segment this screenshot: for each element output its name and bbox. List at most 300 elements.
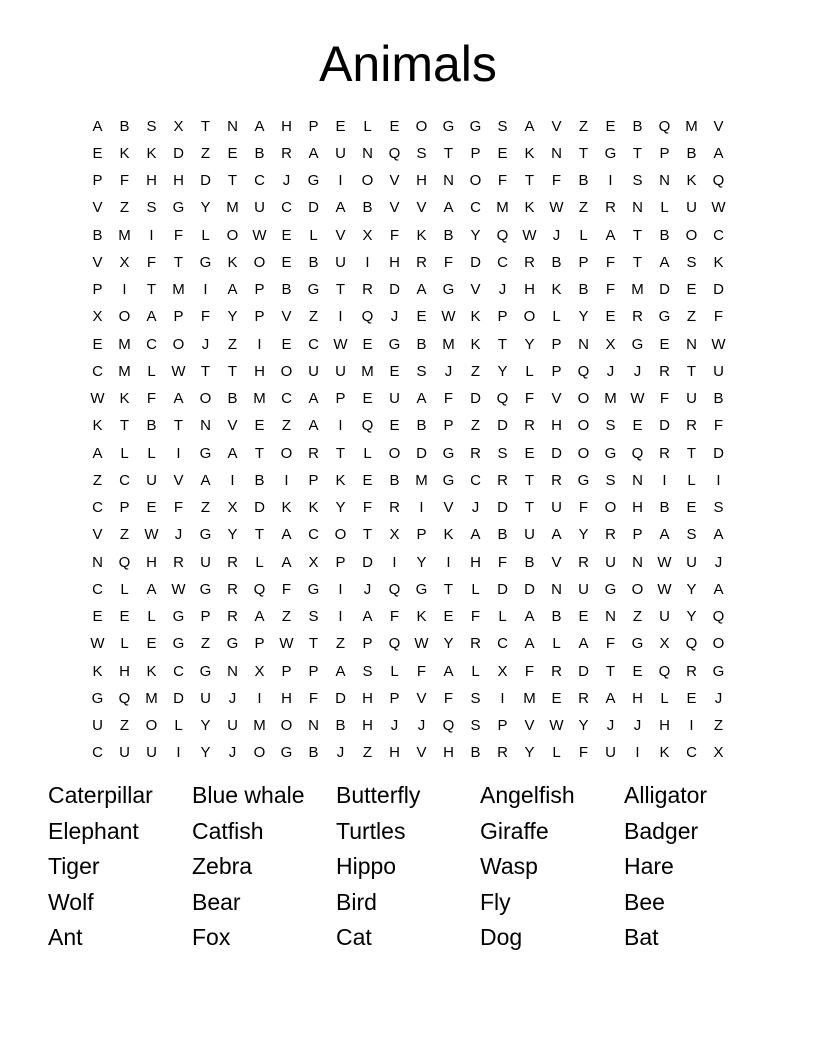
grid-letter[interactable]: W	[144, 526, 159, 544]
grid-letter[interactable]: X	[362, 226, 373, 244]
grid-letter[interactable]: T	[119, 417, 130, 435]
grid-letter[interactable]: Q	[712, 172, 725, 190]
grid-letter[interactable]: Q	[577, 362, 590, 380]
grid-letter[interactable]: U	[686, 553, 697, 571]
grid-letter[interactable]: F	[578, 499, 589, 517]
grid-letter[interactable]: T	[524, 499, 535, 517]
grid-letter[interactable]: Y	[443, 635, 454, 653]
grid-letter[interactable]: P	[659, 144, 670, 162]
grid-letter[interactable]: D	[416, 444, 427, 462]
grid-letter[interactable]: E	[551, 689, 562, 707]
grid-letter[interactable]: N	[227, 662, 238, 680]
grid-letter[interactable]: Y	[578, 526, 589, 544]
grid-letter[interactable]: F	[389, 226, 400, 244]
grid-letter[interactable]: J	[552, 226, 561, 244]
grid-letter[interactable]: A	[362, 608, 373, 626]
grid-letter[interactable]: B	[119, 117, 130, 135]
grid-letter[interactable]: F	[605, 253, 616, 271]
grid-letter[interactable]: E	[92, 608, 103, 626]
grid-letter[interactable]: J	[714, 553, 723, 571]
grid-letter[interactable]: S	[497, 444, 508, 462]
grid-letter[interactable]: V	[470, 281, 481, 299]
grid-letter[interactable]: W	[630, 390, 645, 408]
grid-letter[interactable]: L	[660, 199, 669, 217]
grid-letter[interactable]: I	[662, 471, 667, 489]
grid-letter[interactable]: K	[524, 144, 535, 162]
grid-letter[interactable]: M	[523, 689, 536, 707]
grid-letter[interactable]: F	[578, 744, 589, 762]
grid-letter[interactable]: I	[257, 689, 262, 707]
grid-letter[interactable]: A	[92, 117, 103, 135]
grid-letter[interactable]: A	[524, 608, 535, 626]
grid-letter[interactable]: U	[659, 608, 670, 626]
grid-letter[interactable]: O	[388, 444, 401, 462]
grid-letter[interactable]: A	[146, 580, 157, 598]
grid-letter[interactable]: Z	[119, 199, 130, 217]
grid-letter[interactable]: W	[252, 226, 267, 244]
grid-letter[interactable]: E	[389, 417, 400, 435]
grid-letter[interactable]: U	[308, 362, 319, 380]
grid-letter[interactable]: H	[632, 499, 643, 517]
grid-letter[interactable]: R	[632, 308, 643, 326]
grid-letter[interactable]: C	[92, 580, 103, 598]
grid-letter[interactable]: R	[578, 689, 589, 707]
grid-letter[interactable]: T	[443, 144, 454, 162]
grid-letter[interactable]: E	[281, 226, 292, 244]
grid-letter[interactable]: H	[416, 172, 427, 190]
grid-letter[interactable]: J	[228, 689, 237, 707]
grid-letter[interactable]: I	[176, 744, 181, 762]
grid-letter[interactable]: D	[524, 580, 535, 598]
grid-letter[interactable]: E	[686, 689, 697, 707]
grid-letter[interactable]: T	[200, 362, 211, 380]
grid-letter[interactable]: G	[307, 281, 320, 299]
grid-letter[interactable]: O	[685, 226, 698, 244]
grid-letter[interactable]: E	[389, 117, 400, 135]
grid-letter[interactable]: P	[632, 526, 643, 544]
grid-letter[interactable]: N	[632, 553, 643, 571]
grid-letter[interactable]: B	[524, 553, 535, 571]
grid-letter[interactable]: R	[227, 608, 238, 626]
grid-letter[interactable]: I	[446, 553, 451, 571]
grid-letter[interactable]: J	[201, 335, 210, 353]
grid-letter[interactable]: F	[362, 499, 373, 517]
grid-letter[interactable]: O	[253, 253, 266, 271]
grid-letter[interactable]: C	[713, 226, 724, 244]
grid-letter[interactable]: L	[147, 362, 156, 380]
grid-letter[interactable]: H	[146, 553, 157, 571]
grid-letter[interactable]: Z	[713, 717, 724, 735]
grid-letter[interactable]: N	[632, 471, 643, 489]
grid-letter[interactable]: K	[281, 499, 292, 517]
grid-letter[interactable]: E	[119, 608, 130, 626]
grid-letter[interactable]: R	[605, 526, 616, 544]
grid-letter[interactable]: C	[308, 526, 319, 544]
grid-letter[interactable]: I	[608, 172, 613, 190]
grid-letter[interactable]: K	[146, 662, 157, 680]
grid-letter[interactable]: Z	[119, 717, 130, 735]
grid-letter[interactable]: Z	[92, 471, 103, 489]
grid-letter[interactable]: U	[605, 744, 616, 762]
grid-letter[interactable]: A	[416, 281, 427, 299]
grid-letter[interactable]: S	[605, 471, 616, 489]
grid-letter[interactable]: B	[254, 144, 265, 162]
grid-letter[interactable]: L	[309, 226, 318, 244]
grid-letter[interactable]: L	[579, 226, 588, 244]
grid-letter[interactable]: X	[713, 744, 724, 762]
grid-letter[interactable]: Q	[685, 635, 698, 653]
grid-letter[interactable]: D	[200, 172, 211, 190]
grid-letter[interactable]: S	[605, 417, 616, 435]
grid-letter[interactable]: U	[578, 580, 589, 598]
grid-letter[interactable]: J	[498, 281, 507, 299]
grid-letter[interactable]: K	[119, 144, 130, 162]
grid-letter[interactable]: Z	[578, 199, 589, 217]
grid-letter[interactable]: T	[497, 335, 508, 353]
grid-letter[interactable]: V	[416, 689, 427, 707]
grid-letter[interactable]: S	[308, 608, 319, 626]
grid-letter[interactable]: P	[335, 390, 346, 408]
grid-letter[interactable]: N	[605, 608, 616, 626]
grid-letter[interactable]: Y	[524, 335, 535, 353]
grid-letter[interactable]: E	[605, 308, 616, 326]
grid-letter[interactable]: P	[308, 117, 319, 135]
grid-letter[interactable]: O	[280, 444, 293, 462]
grid-letter[interactable]: W	[414, 635, 429, 653]
grid-letter[interactable]: E	[362, 390, 373, 408]
grid-letter[interactable]: M	[685, 117, 698, 135]
grid-letter[interactable]: U	[146, 744, 157, 762]
grid-letter[interactable]: G	[604, 580, 617, 598]
grid-letter[interactable]: F	[443, 390, 454, 408]
grid-letter[interactable]: P	[470, 144, 481, 162]
grid-letter[interactable]: D	[578, 662, 589, 680]
grid-letter[interactable]: Q	[118, 553, 131, 571]
grid-letter[interactable]: Q	[388, 144, 401, 162]
grid-letter[interactable]: N	[659, 172, 670, 190]
grid-letter[interactable]: T	[578, 144, 589, 162]
grid-letter[interactable]: K	[92, 662, 103, 680]
grid-letter[interactable]: X	[605, 335, 616, 353]
grid-letter[interactable]: I	[716, 471, 721, 489]
grid-letter[interactable]: E	[92, 144, 103, 162]
grid-letter[interactable]: A	[308, 144, 319, 162]
grid-letter[interactable]: Y	[200, 744, 211, 762]
grid-letter[interactable]: E	[146, 499, 157, 517]
grid-letter[interactable]: E	[281, 335, 292, 353]
grid-letter[interactable]: O	[577, 390, 590, 408]
grid-letter[interactable]: F	[173, 226, 184, 244]
grid-letter[interactable]: R	[362, 281, 373, 299]
grid-letter[interactable]: P	[173, 308, 184, 326]
grid-letter[interactable]: O	[199, 390, 212, 408]
grid-letter[interactable]: T	[524, 172, 535, 190]
grid-letter[interactable]: W	[171, 362, 186, 380]
grid-letter[interactable]: W	[549, 717, 564, 735]
grid-letter[interactable]: M	[361, 362, 374, 380]
grid-letter[interactable]: U	[119, 744, 130, 762]
grid-letter[interactable]: B	[254, 471, 265, 489]
grid-letter[interactable]: G	[577, 471, 590, 489]
grid-letter[interactable]: S	[713, 499, 724, 517]
grid-letter[interactable]: B	[551, 608, 562, 626]
grid-letter[interactable]: B	[308, 253, 319, 271]
grid-letter[interactable]: Z	[470, 362, 481, 380]
grid-letter[interactable]: E	[632, 417, 643, 435]
grid-letter[interactable]: K	[443, 526, 454, 544]
grid-letter[interactable]: G	[91, 689, 104, 707]
grid-letter[interactable]: R	[173, 553, 184, 571]
grid-letter[interactable]: F	[524, 662, 535, 680]
grid-letter[interactable]: Y	[524, 744, 535, 762]
grid-letter[interactable]: A	[254, 117, 265, 135]
grid-letter[interactable]: O	[172, 335, 185, 353]
grid-letter[interactable]: H	[389, 253, 400, 271]
grid-letter[interactable]: M	[226, 199, 239, 217]
grid-letter[interactable]: R	[416, 253, 427, 271]
grid-letter[interactable]: L	[120, 580, 129, 598]
grid-letter[interactable]: M	[253, 390, 266, 408]
grid-letter[interactable]: G	[415, 580, 428, 598]
grid-letter[interactable]: C	[92, 362, 103, 380]
grid-letter[interactable]: R	[497, 744, 508, 762]
grid-letter[interactable]: B	[713, 390, 724, 408]
grid-letter[interactable]: D	[470, 390, 481, 408]
grid-letter[interactable]: R	[227, 580, 238, 598]
grid-letter[interactable]: A	[335, 199, 346, 217]
grid-letter[interactable]: A	[524, 117, 535, 135]
grid-letter[interactable]: W	[549, 199, 564, 217]
grid-letter[interactable]: G	[469, 117, 482, 135]
grid-letter[interactable]: V	[335, 226, 346, 244]
grid-letter[interactable]: W	[90, 390, 105, 408]
grid-letter[interactable]: P	[254, 308, 265, 326]
grid-letter[interactable]: J	[471, 499, 480, 517]
grid-letter[interactable]: I	[338, 308, 343, 326]
grid-letter[interactable]: W	[171, 580, 186, 598]
grid-letter[interactable]: E	[389, 362, 400, 380]
grid-letter[interactable]: D	[335, 689, 346, 707]
grid-letter[interactable]: R	[497, 471, 508, 489]
grid-letter[interactable]: U	[92, 717, 103, 735]
grid-letter[interactable]: H	[119, 662, 130, 680]
grid-letter[interactable]: G	[172, 635, 185, 653]
grid-letter[interactable]: X	[92, 308, 103, 326]
grid-letter[interactable]: X	[659, 635, 670, 653]
grid-letter[interactable]: Q	[361, 417, 374, 435]
grid-letter[interactable]: U	[200, 689, 211, 707]
grid-letter[interactable]: J	[390, 308, 399, 326]
grid-letter[interactable]: O	[226, 226, 239, 244]
grid-letter[interactable]: T	[362, 526, 373, 544]
grid-letter[interactable]: C	[686, 744, 697, 762]
grid-letter[interactable]: Z	[686, 308, 697, 326]
grid-letter[interactable]: W	[279, 635, 294, 653]
grid-letter[interactable]: Z	[308, 308, 319, 326]
grid-letter[interactable]: S	[470, 717, 481, 735]
grid-letter[interactable]: B	[389, 471, 400, 489]
grid-letter[interactable]: M	[496, 199, 509, 217]
grid-letter[interactable]: Q	[496, 390, 509, 408]
grid-letter[interactable]: V	[92, 199, 103, 217]
grid-letter[interactable]: A	[443, 199, 454, 217]
grid-letter[interactable]: G	[199, 526, 212, 544]
grid-letter[interactable]: E	[605, 117, 616, 135]
grid-letter[interactable]: D	[497, 499, 508, 517]
grid-letter[interactable]: P	[281, 662, 292, 680]
grid-letter[interactable]: L	[498, 608, 507, 626]
grid-letter[interactable]: F	[713, 308, 724, 326]
grid-letter[interactable]: Z	[470, 417, 481, 435]
grid-letter[interactable]: P	[497, 717, 508, 735]
grid-letter[interactable]: I	[284, 471, 289, 489]
grid-letter[interactable]: P	[416, 526, 427, 544]
grid-letter[interactable]: G	[442, 117, 455, 135]
grid-letter[interactable]: J	[174, 526, 183, 544]
grid-letter[interactable]: Y	[227, 526, 238, 544]
grid-letter[interactable]: E	[362, 335, 373, 353]
grid-letter[interactable]: A	[416, 390, 427, 408]
grid-letter[interactable]: A	[227, 281, 238, 299]
grid-letter[interactable]: N	[632, 199, 643, 217]
grid-letter[interactable]: S	[686, 526, 697, 544]
grid-letter[interactable]: L	[174, 717, 183, 735]
grid-letter[interactable]: D	[389, 281, 400, 299]
grid-letter[interactable]: R	[470, 635, 481, 653]
grid-letter[interactable]: L	[363, 117, 372, 135]
grid-letter[interactable]: E	[254, 417, 265, 435]
grid-letter[interactable]: M	[118, 226, 131, 244]
grid-letter[interactable]: Y	[416, 553, 427, 571]
grid-letter[interactable]: A	[227, 444, 238, 462]
grid-letter[interactable]: Q	[658, 662, 671, 680]
grid-letter[interactable]: F	[551, 172, 562, 190]
grid-letter[interactable]: N	[443, 172, 454, 190]
grid-letter[interactable]: W	[522, 226, 537, 244]
grid-letter[interactable]: G	[307, 172, 320, 190]
grid-letter[interactable]: K	[470, 335, 481, 353]
grid-letter[interactable]: E	[362, 471, 373, 489]
grid-letter[interactable]: J	[417, 717, 426, 735]
grid-letter[interactable]: F	[443, 253, 454, 271]
grid-letter[interactable]: K	[713, 253, 724, 271]
grid-letter[interactable]: N	[308, 717, 319, 735]
grid-letter[interactable]: J	[390, 717, 399, 735]
grid-letter[interactable]: K	[119, 390, 130, 408]
grid-letter[interactable]: L	[552, 308, 561, 326]
grid-letter[interactable]: L	[120, 444, 129, 462]
grid-letter[interactable]: K	[470, 308, 481, 326]
grid-letter[interactable]: A	[173, 390, 184, 408]
grid-letter[interactable]: O	[280, 362, 293, 380]
grid-letter[interactable]: P	[308, 662, 319, 680]
grid-letter[interactable]: T	[173, 253, 184, 271]
grid-letter[interactable]: P	[335, 553, 346, 571]
grid-letter[interactable]: H	[443, 744, 454, 762]
grid-letter[interactable]: F	[308, 689, 319, 707]
grid-letter[interactable]: G	[604, 144, 617, 162]
grid-letter[interactable]: U	[524, 526, 535, 544]
grid-letter[interactable]: A	[713, 526, 724, 544]
grid-letter[interactable]: M	[631, 281, 644, 299]
grid-letter[interactable]: Q	[631, 444, 644, 462]
grid-letter[interactable]: B	[443, 226, 454, 244]
grid-letter[interactable]: J	[606, 362, 615, 380]
grid-letter[interactable]: G	[199, 253, 212, 271]
grid-letter[interactable]: G	[604, 444, 617, 462]
grid-letter[interactable]: V	[281, 308, 292, 326]
grid-letter[interactable]: V	[551, 117, 562, 135]
grid-letter[interactable]: S	[686, 253, 697, 271]
grid-letter[interactable]: B	[686, 144, 697, 162]
grid-letter[interactable]: I	[365, 253, 370, 271]
grid-letter[interactable]: Y	[470, 226, 481, 244]
grid-letter[interactable]: C	[92, 744, 103, 762]
grid-letter[interactable]: F	[389, 608, 400, 626]
grid-letter[interactable]: D	[254, 499, 265, 517]
grid-letter[interactable]: E	[497, 144, 508, 162]
grid-letter[interactable]: S	[416, 362, 427, 380]
grid-letter[interactable]: F	[713, 417, 724, 435]
grid-letter[interactable]: G	[280, 744, 293, 762]
grid-letter[interactable]: D	[173, 689, 184, 707]
grid-letter[interactable]: C	[254, 172, 265, 190]
grid-letter[interactable]: G	[172, 608, 185, 626]
grid-letter[interactable]: F	[146, 390, 157, 408]
grid-letter[interactable]: T	[254, 526, 265, 544]
grid-letter[interactable]: B	[551, 253, 562, 271]
grid-letter[interactable]: T	[200, 117, 211, 135]
grid-letter[interactable]: F	[659, 390, 670, 408]
grid-letter[interactable]: H	[659, 717, 670, 735]
grid-letter[interactable]: G	[199, 662, 212, 680]
grid-letter[interactable]: K	[659, 744, 670, 762]
grid-letter[interactable]: G	[226, 635, 239, 653]
grid-letter[interactable]: A	[308, 417, 319, 435]
grid-letter[interactable]: V	[443, 499, 454, 517]
grid-letter[interactable]: C	[281, 390, 292, 408]
grid-letter[interactable]: Z	[281, 608, 292, 626]
grid-letter[interactable]: F	[470, 608, 481, 626]
grid-letter[interactable]: C	[281, 199, 292, 217]
grid-letter[interactable]: P	[389, 689, 400, 707]
grid-letter[interactable]: Y	[335, 499, 346, 517]
grid-letter[interactable]: P	[443, 417, 454, 435]
grid-letter[interactable]: O	[253, 744, 266, 762]
grid-letter[interactable]: X	[173, 117, 184, 135]
grid-letter[interactable]: A	[605, 689, 616, 707]
grid-letter[interactable]: L	[552, 744, 561, 762]
grid-letter[interactable]: U	[200, 553, 211, 571]
grid-letter[interactable]: N	[551, 144, 562, 162]
grid-letter[interactable]: P	[308, 471, 319, 489]
grid-letter[interactable]: U	[551, 499, 562, 517]
grid-letter[interactable]: F	[281, 580, 292, 598]
grid-letter[interactable]: J	[714, 689, 723, 707]
grid-letter[interactable]: R	[308, 444, 319, 462]
grid-letter[interactable]: N	[578, 335, 589, 353]
grid-letter[interactable]: A	[524, 635, 535, 653]
grid-letter[interactable]: I	[689, 717, 694, 735]
grid-letter[interactable]: E	[146, 635, 157, 653]
grid-letter[interactable]: G	[658, 308, 671, 326]
grid-letter[interactable]: U	[254, 199, 265, 217]
grid-letter[interactable]: E	[578, 608, 589, 626]
grid-letter[interactable]: A	[200, 471, 211, 489]
grid-letter[interactable]: I	[203, 281, 208, 299]
grid-letter[interactable]: D	[308, 199, 319, 217]
grid-letter[interactable]: C	[470, 199, 481, 217]
